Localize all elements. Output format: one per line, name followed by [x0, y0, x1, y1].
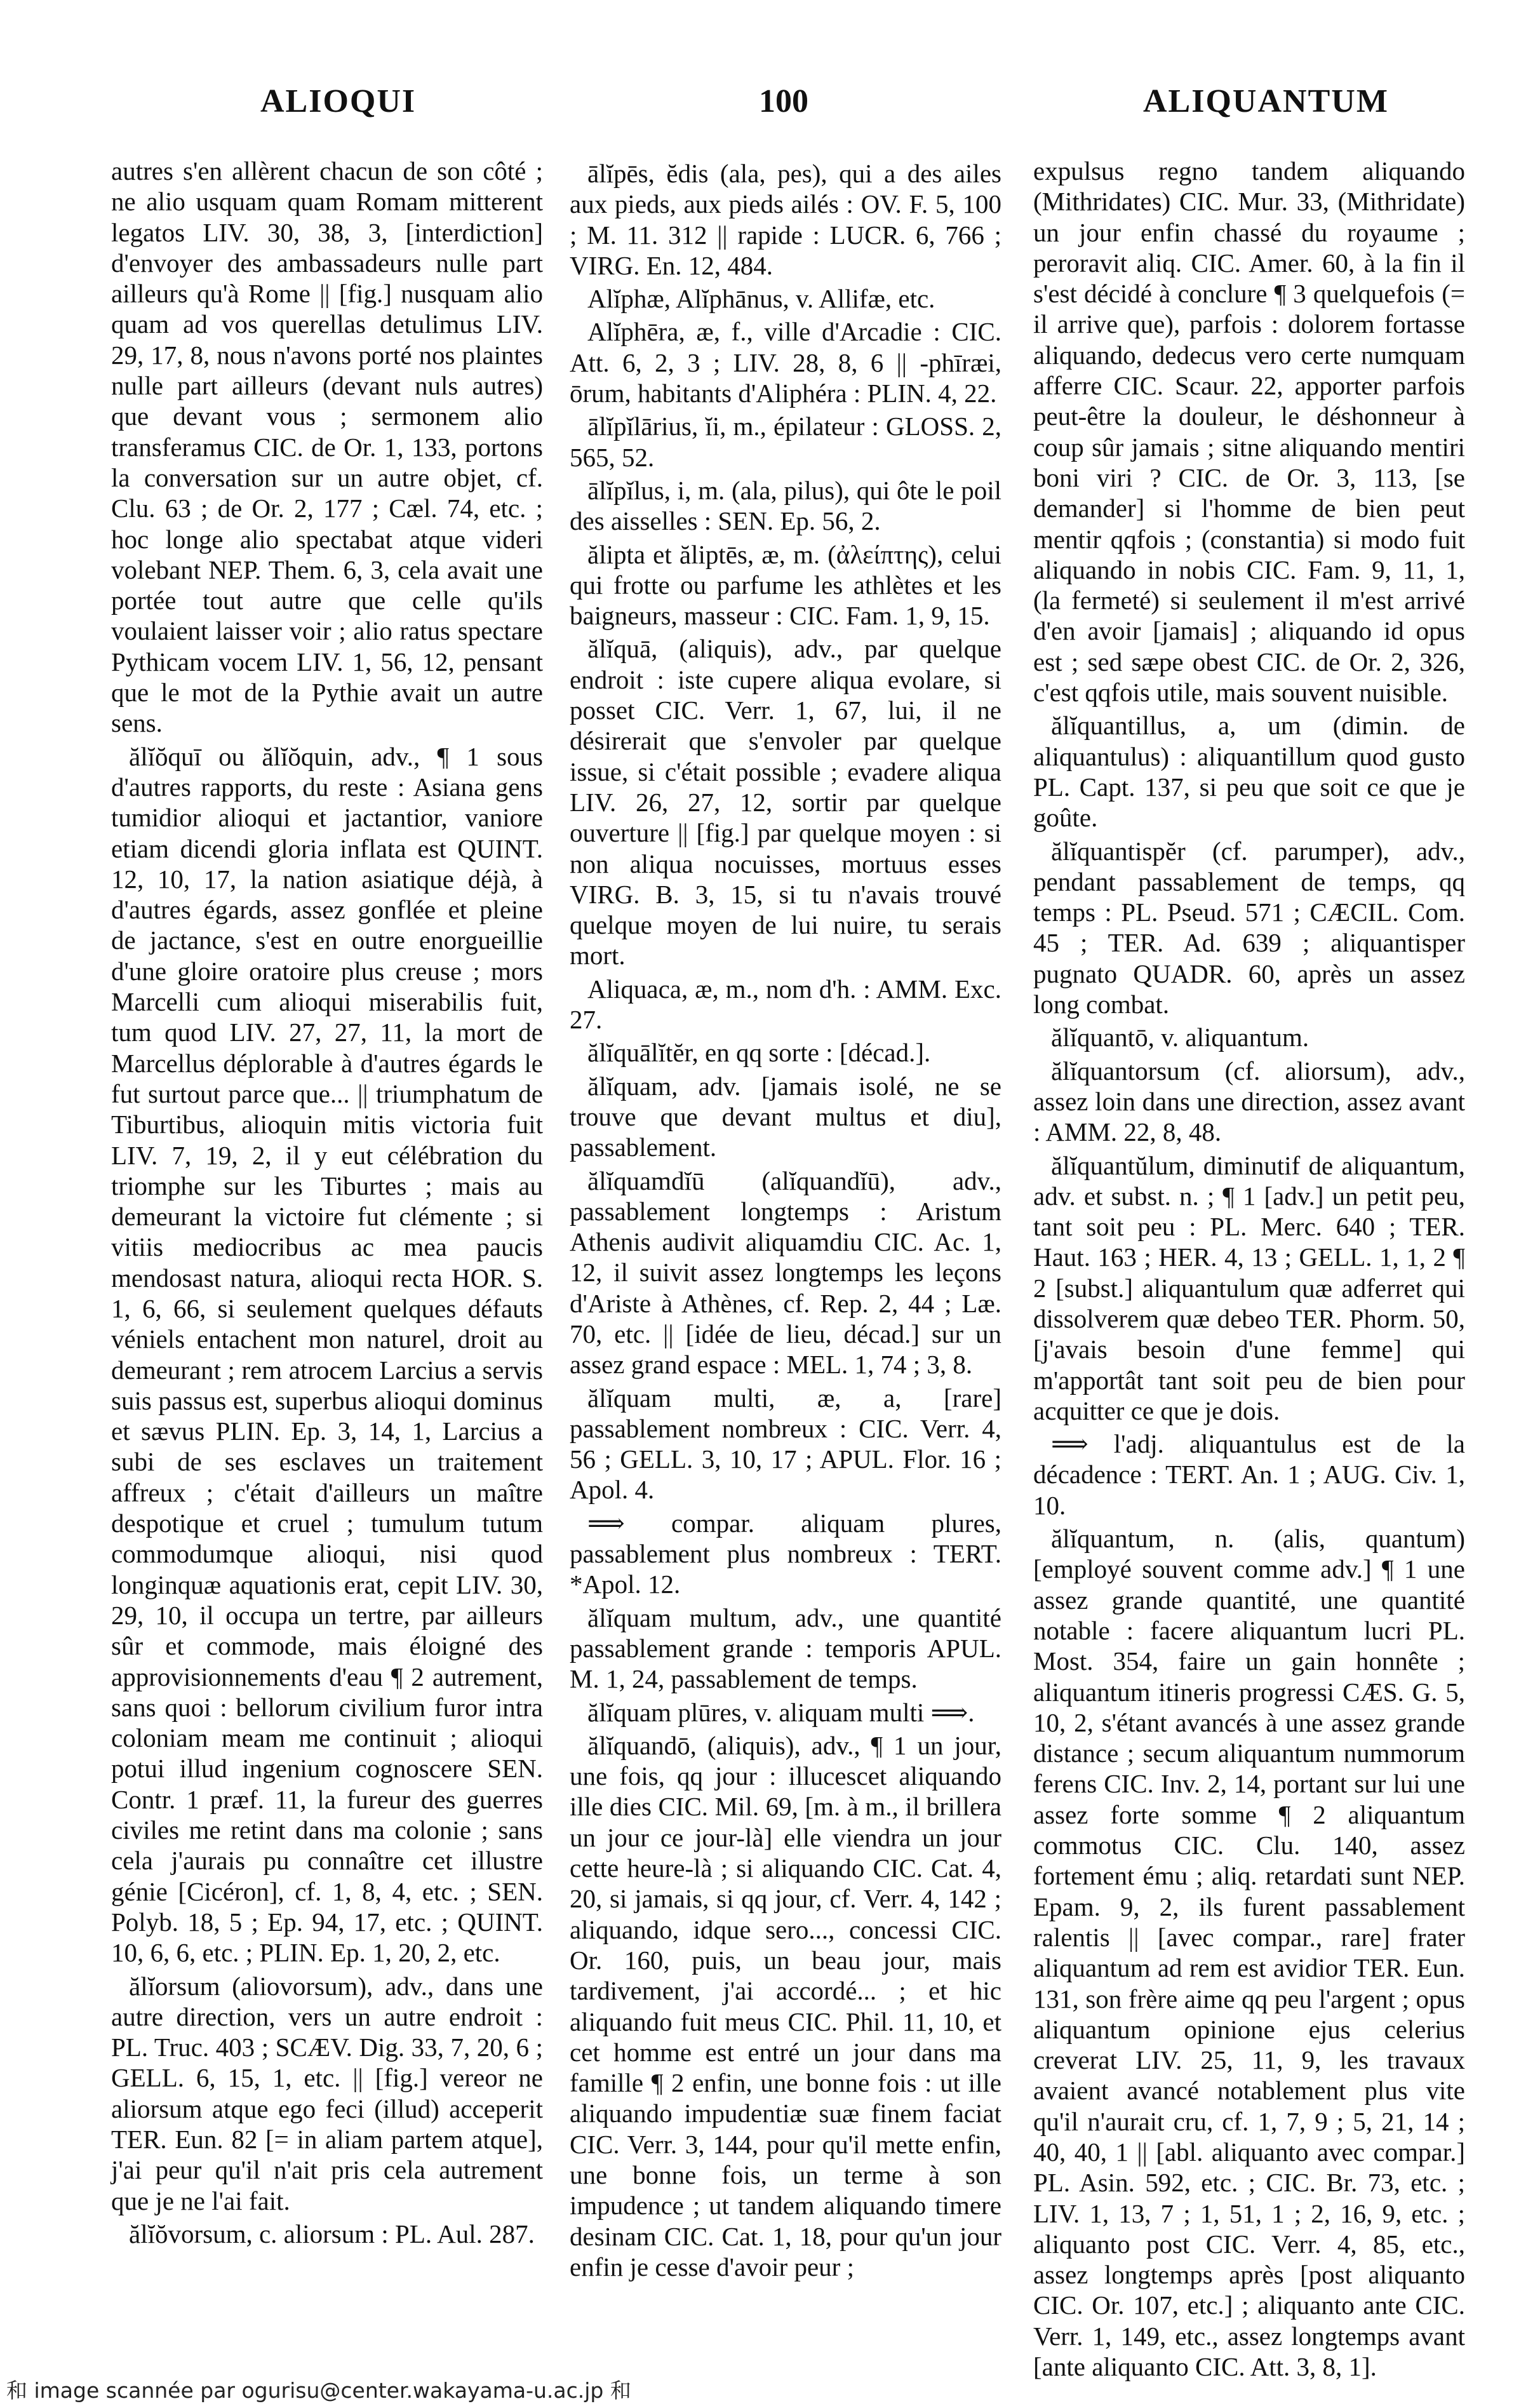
dictionary-entry: ălĭquam, adv. [jamais isolé, ne se trouve que devant multus et diu], passablement.	[570, 1071, 1001, 1162]
dictionary-entry: ălĭorsum (aliovorsum), adv., dans une autre direction, vers un autre endroit : PL. Truc. 403 ; SCÆV. Dig. 33, 7, 20, 6 ; GELL. 6, 15, 1, etc. || [fig.] vereor ne aliorsum atque ego feci (illud) acceperit TER. Eun. 82 [= in aliam partem atque], j'ai peur qu'il n'ait pris cela autrement que je ne l'ai fait.	[111, 1971, 543, 2215]
dictionary-entry: ălĭquam plūres, v. aliquam multi ⟹.	[587, 1697, 975, 1727]
dictionary-entry: ălĭquantŭlum, diminutif de aliquantum, adv. et subst. n. ; ¶ 1 [adv.] un petit peu, tant soit peu : PL. Merc. 640 ; TER. Haut. 163 ; HER. 4, 13 ; GELL. 1, 1, 2 ¶ 2 [subst.] aliquantulum quæ adferret qui dissolverem quæ debeo TER. Phorm. 50, [j'avais besoin d'une femme] qui m'apportât tant soit peu de bien pour acquitter ce que je dois.	[1033, 1150, 1465, 1425]
dictionary-entry: ălĭquantillus, a, um (dimin. de aliquantulus) : aliquantillum quod gusto PL. Capt. 137, si peu que soit ce que je goûte.	[1033, 711, 1465, 833]
dictionary-entry: ălĭquantum, n. (alis, quantum) [employé souvent comme adv.] ¶ 1 une assez grande quantité, une quantité notable : facere aliquantum lucri PL. Most. 354, faire un gain honnête ; aliquantum itineris progressi CÆS. G. 5, 10, 2, s'étant avancés à une assez grande distance ; secum aliquantum nummorum ferens CIC. Inv. 2, 14, portant sur lui une assez forte somme ¶ 2 aliquantum commotus CIC. Clu. 140, assez fortement ému ; aliq. retardati sunt NEP. Epam. 9, 2, ils furent passablement ralentis || [avec compar., rare] frater aliquantum ad rem est avidior TER. Eun. 131, son frère aime qq peu l'argent ; opus aliquantum opinione ejus celerius creverat LIV. 25, 11, 9, les travaux avaient avancé notablement plus vite qu'il n'aurait cru, cf. 1, 7, 9 ; 5, 21, 14 ; 40, 40, 1 || [abl. aliquanto avec compar.] PL. Asin. 592, etc. ; CIC. Br. 73, etc. ; LIV. 1, 13, 7 ; 1, 51, 1 ; 2, 16, 9, etc. ; aliquanto post CIC. Verr. 4, 85, etc., assez longtemps après [post aliquanto CIC. Or. 107, etc.] ; aliquanto ante CIC. Verr. 1, 149, etc., assez longtemps avant [ante aliquanto CIC. Att. 3, 8, 1].	[1033, 1524, 1465, 2382]
page-number: 100	[759, 83, 808, 119]
dictionary-entry: Alĭphēra, æ, f., ville d'Arcadie : CIC. Att. 6, 2, 3 ; LIV. 28, 8, 6 || -phīræi, ōrum, habitants d'Aliphéra : PLIN. 4, 22.	[570, 317, 1001, 408]
dictionary-entry: ălipta et ăliptēs, æ, m. (ἀλείπτης), celui qui frotte ou parfume les athlètes et les baigneurs, masseur : CIC. Fam. 1, 9, 15.	[570, 539, 1001, 631]
text-column-1	[111, 156, 543, 2315]
dictionary-entry: ālĭpĭlus, i, m. (ala, pilus), qui ôte le poil des aisselles : SEN. Ep. 56, 2.	[570, 475, 1001, 536]
dictionary-entry: ālĭpĭlārius, ĭi, m., épilateur : GLOSS. 2, 565, 52.	[570, 412, 1001, 472]
text-column-2	[570, 156, 1001, 2315]
dictionary-entry: ălĭquā, (aliquis), adv., par quelque endroit : iste cupere aliqua evolare, si posset CIC. Verr. 1, 67, lui, il ne désirerait que s'envoler par quelque issue, si c'était possible ; evadere aliqua LIV. 26, 27, 12, sortir par quelque ouverture || [fig.] par quelque moyen : si non aliqua nocuisses, mortuus esses VIRG. B. 3, 15, si tu n'avais trouvé quelque moyen de lui nuire, tu serais mort.	[570, 634, 1001, 971]
dictionary-entry: Aliquaca, æ, m., nom d'h. : AMM. Exc. 27.	[570, 974, 1001, 1035]
dictionary-entry: ălĭquantorsum (cf. aliorsum), adv., assez loin dans une direction, assez avant : AMM. 22, 8, 48.	[1033, 1056, 1465, 1147]
dictionary-entry: ālĭpēs, ĕdis (ala, pes), qui a des ailes aux pieds, aux pieds ailés : OV. F. 5, 100 ; M. 11. 312 || rapide : LUCR. 6, 766 ; VIRG. En. 12, 484.	[570, 159, 1001, 280]
text-column-3	[1033, 156, 1465, 2382]
running-head-right: ALIQUANTUM	[1143, 83, 1389, 119]
dictionary-entry: ălĭquandō, (aliquis), adv., ¶ 1 un jour, une fois, qq jour : illucescet aliquando ille dies CIC. Mil. 69, [m. à m., il brillera un jour ce jour-là] elle viendra un jour cette heure-là ; si aliquando CIC. Cat. 4, 20, si jamais, si qq jour, cf. Verr. 4, 142 ; aliquando, idque sero..., concessi CIC. Or. 160, puis, un beau jour, mais tardivement, j'ai accordé... ; et hic aliquando fuit meus CIC. Phil. 11, 10, et cet homme est entré un jour dans ma famille ¶ 2 enfin, une bonne fois : ut ille aliquando impudentiæ suæ finem faciat CIC. Verr. 3, 144, pour qu'il mette enfin, une bonne fois, un terme à son impudence ; ut tandem aliquando timere desinam CIC. Cat. 1, 18, pour qu'un jour enfin je cesse d'avoir peur ;	[570, 1730, 1001, 2282]
dictionary-entry: ălĭquālĭtĕr, en qq sorte : [décad.].	[587, 1038, 931, 1068]
entry-continuation: expulsus regno tandem aliquando (Mithridates) CIC. Mur. 33, (Mithridate) un jour enfin chassé du royaume ; peroravit aliq. CIC. Amer. 60, à la fin il s'est décidé à conclure ¶ 3 quelquefois (= il arrive que), parfois : dolorem fortasse aliquando, dedecus vero certe numquam afferre CIC. Scaur. 22, apporter parfois peut-être la douleur, le déshonneur à coup sûr jamais ; sitne aliquando mentiri boni viri ? CIC. de Or. 3, 113, [se demander] si l'homme de bien peut mentir qqfois ; (constantia) si modo fuit aliquando in nobis CIC. Fam. 9, 11, 1, (la fermeté) si seulement il m'est arrivé d'en avoir [jamais] ; aliquando id opus est ; sed sæpe obest CIC. de Or. 2, 326, c'est qqfois utile, mais souvent nuisible.	[1033, 156, 1465, 708]
dictionary-entry: ălĭŏquī ou ălĭŏquin, adv., ¶ 1 sous d'autres rapports, du reste : Asiana gens tumidior alioqui et jactantior, vaniore etiam dicendi gloria inflata est QUINT. 12, 10, 17, la nation asiatique déjà, à d'autres égards, assez gonflée et pleine de jactance, s'est en outre enorgueillie d'une gloire oratoire plus creuse ; mors Marcelli cum alioqui miserabilis fuit, tum quod LIV. 27, 27, 11, la mort de Marcellus déplorable à d'autres égards le fut surtout parce que... || triumphatum de Tiburtibus, alioquin mitis victoria fuit LIV. 7, 19, 2, il y eut célébration du triomphe sur les Tiburtes ; mais au demeurant la victoire fut clémente ; si vitiis mediocribus ac mea paucis mendosast natura, alioqui recta HOR. S. 1, 6, 66, si seulement quelques défauts véniels entachent mon naturel, droit au demeurant ; rem atrocem Larcius a servis suis passus est, superbus alioqui dominus et sævus PLIN. Ep. 3, 14, 1, Larcius a subi de ses esclaves un traitement affreux ; c'était d'ailleurs un maître despotique et cruel ; tumulum tutum commodumque alioqui, nisi quod longinquæ aquationis erat, cepit LIV. 30, 29, 10, il occupa un tertre, par ailleurs sûr et commode, mais éloigné des approvisionnements d'eau ¶ 2 autrement, sans quoi : bellorum civilium furor intra coloniam meam me continuit ; alioqui potui illud ingenium cognoscere SEN. Contr. 1 præf. 11, la fureur des guerres civiles me retint dans ma colonie ; sans cela j'aurais pu connaître cet illustre génie [Cicéron], cf. 1, 8, 4, etc. ; SEN. Polyb. 18, 5 ; Ep. 94, 17, etc. ; QUINT. 10, 6, 6, etc. ; PLIN. Ep. 1, 20, 2, etc.	[111, 741, 543, 1968]
dictionary-entry: Alĭphæ, Alĭphānus, v. Allifæ, etc.	[587, 284, 935, 314]
entry-continuation: autres s'en allèrent chacun de son côté ; ne alio usquam quam Romam mitterent legatos LIV. 30, 38, 3, [interdiction] d'envoyer des ambassadeurs nulle part ailleurs qu'à Rome || [fig.] nusquam alio quam ad vos querellas detulimus LIV. 29, 17, 8, nous n'avons porté nos plaintes nulle part ailleurs (devant nuls autres) que devant vous ; sermonem alio transferamus CIC. de Or. 1, 133, portons la conversation sur un autre objet, cf. Clu. 63 ; de Or. 2, 177 ; Cæl. 74, etc. ; hoc longe alio spectabat atque videri volebant NEP. Them. 6, 3, cela avait une portée tout autre que celle qu'ils voulaient laisser voir ; alio ratus spectare Pythicam vocem LIV. 1, 56, 12, pensant que le mot de la Pythie avait un autre sens.	[111, 156, 543, 738]
dictionary-entry: ălĭquamdĭū (alĭquandĭū), adv., passablement longtemps : Aristum Athenis audivit aliquamdiu CIC. Ac. 1, 12, il suivit assez longtemps les leçons d'Ariste à Athènes, cf. Rep. 2, 44 ; Læ. 70, etc. || [idée de lieu, décad.] sur un assez grand espace : MEL. 1, 74 ; 3, 8.	[570, 1166, 1001, 1380]
dictionary-entry: ălĭquam multi, æ, a, [rare] passablement nombreux : CIC. Verr. 4, 56 ; GELL. 3, 10, 17 ; APUL. Flor. 16 ; Apol. 4.	[570, 1383, 1001, 1505]
dictionary-entry: ⟹ compar. aliquam plures, passablement plus nombreux : TERT. *Apol. 12.	[570, 1508, 1001, 1599]
dictionary-entry: ălĭquam multum, adv., une quantité passablement grande : temporis APUL. M. 1, 24, passablement de temps.	[570, 1603, 1001, 1694]
dictionary-entry: ălĭquantispĕr (cf. parumper), adv., pendant passablement de temps, qq temps : PL. Pseud. 571 ; CÆCIL. Com. 45 ; TER. Ad. 639 ; aliquantisper pugnato QUADR. 60, après un assez long combat.	[1033, 836, 1465, 1019]
scan-credit-footer: 和 image scannée par ogurisu@center.wakayama-u.ac.jp 和	[6, 2378, 631, 2403]
dictionary-entry: ălĭŏvorsum, c. aliorsum : PL. Aul. 287.	[129, 2219, 535, 2248]
page-header	[0, 83, 1540, 140]
dictionary-entry: ⟹ l'adj. aliquantulus est de la décadence : TERT. An. 1 ; AUG. Civ. 1, 10.	[1033, 1429, 1465, 1520]
running-head-left: ALIOQUI	[260, 83, 417, 119]
dictionary-entry: ălĭquantō, v. aliquantum.	[1051, 1023, 1309, 1052]
